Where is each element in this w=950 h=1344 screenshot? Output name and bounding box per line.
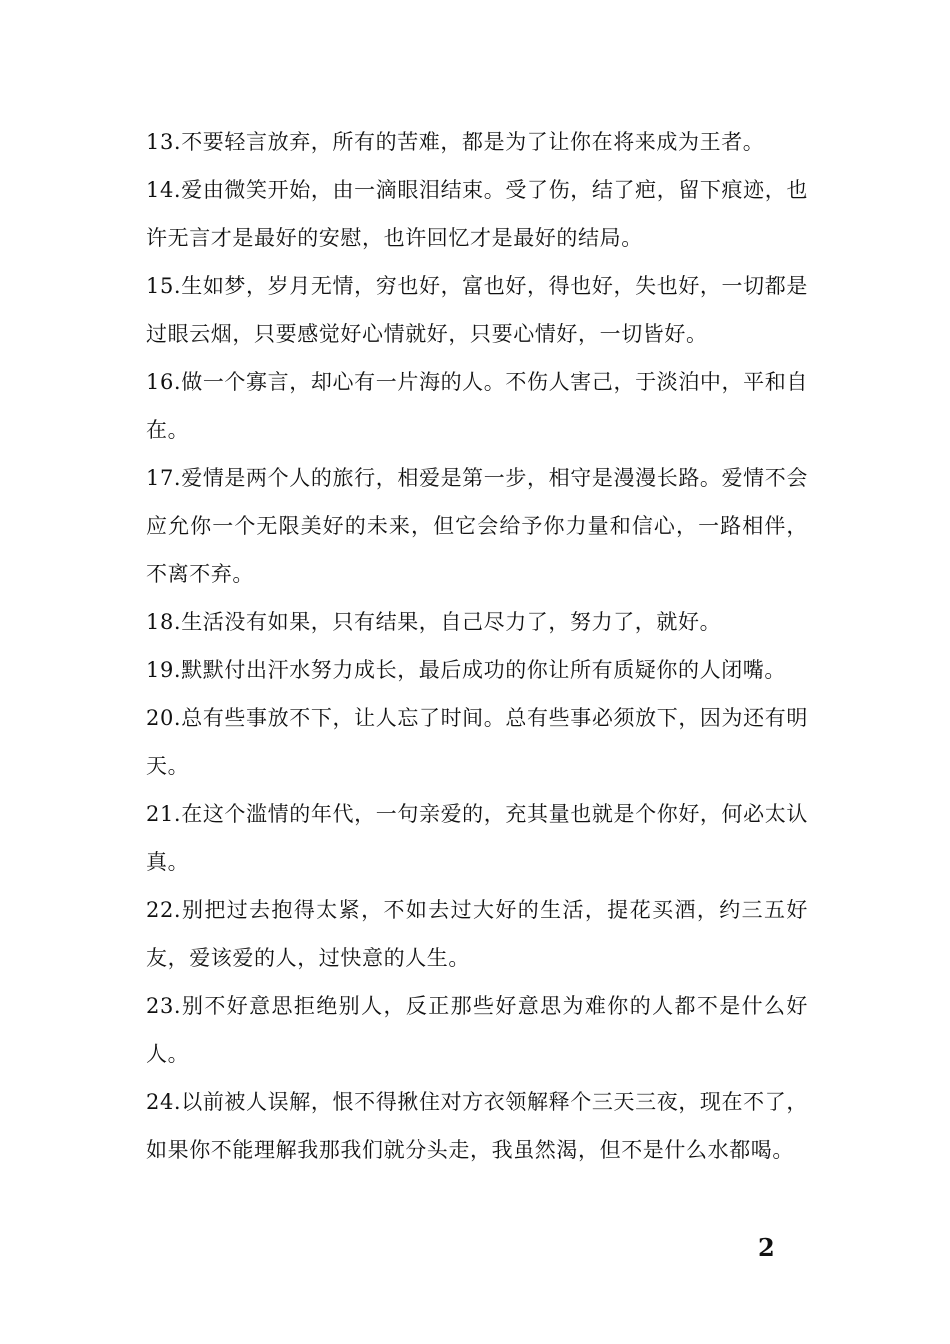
page-number: 2 xyxy=(758,1233,775,1262)
document-body xyxy=(146,118,808,1174)
paragraph-18: 18.生活没有如果，只有结果，自己尽力了，努力了，就好。 xyxy=(146,610,722,634)
paragraph-15: 15.生如梦，岁月无情，穷也好，富也好，得也好，失也好，一切都是过眼云烟，只要感觉好心情就好，只要心情好，一切皆好。 xyxy=(146,274,808,346)
paragraph-16: 16.做一个寡言，却心有一片海的人。不伤人害己，于淡泊中，平和自在。 xyxy=(146,370,808,442)
paragraph-21: 21.在这个滥情的年代，一句亲爱的，充其量也就是个你好，何必太认真。 xyxy=(146,802,808,874)
paragraph-24: 24.以前被人误解，恨不得揪住对方衣领解释个三天三夜，现在不了，如果你不能理解我那我们就分头走，我虽然渴，但不是什么水都喝。 xyxy=(146,1090,808,1162)
paragraph-23: 23.别不好意思拒绝别人，反正那些好意思为难你的人都不是什么好人。 xyxy=(146,994,808,1066)
paragraph-17: 17.爱情是两个人的旅行，相爱是第一步，相守是漫漫长路。爱情不会应允你一个无限美好的未来，但它会给予你力量和信心，一路相伴，不离不弃。 xyxy=(146,466,808,586)
paragraph-20: 20.总有些事放不下，让人忘了时间。总有些事必须放下，因为还有明天。 xyxy=(146,706,808,778)
paragraph-19: 19.默默付出汗水努力成长，最后成功的你让所有质疑你的人闭嘴。 xyxy=(146,658,786,682)
paragraph-14: 14.爱由微笑开始，由一滴眼泪结束。受了伤，结了疤，留下痕迹，也许无言才是最好的安慰，也许回忆才是最好的结局。 xyxy=(146,178,808,250)
paragraph-22: 22.别把过去抱得太紧，不如去过大好的生活，提花买酒，约三五好友，爱该爱的人，过快意的人生。 xyxy=(146,898,808,970)
paragraph-13: 13.不要轻言放弃，所有的苦难，都是为了让你在将来成为王者。 xyxy=(146,130,765,154)
